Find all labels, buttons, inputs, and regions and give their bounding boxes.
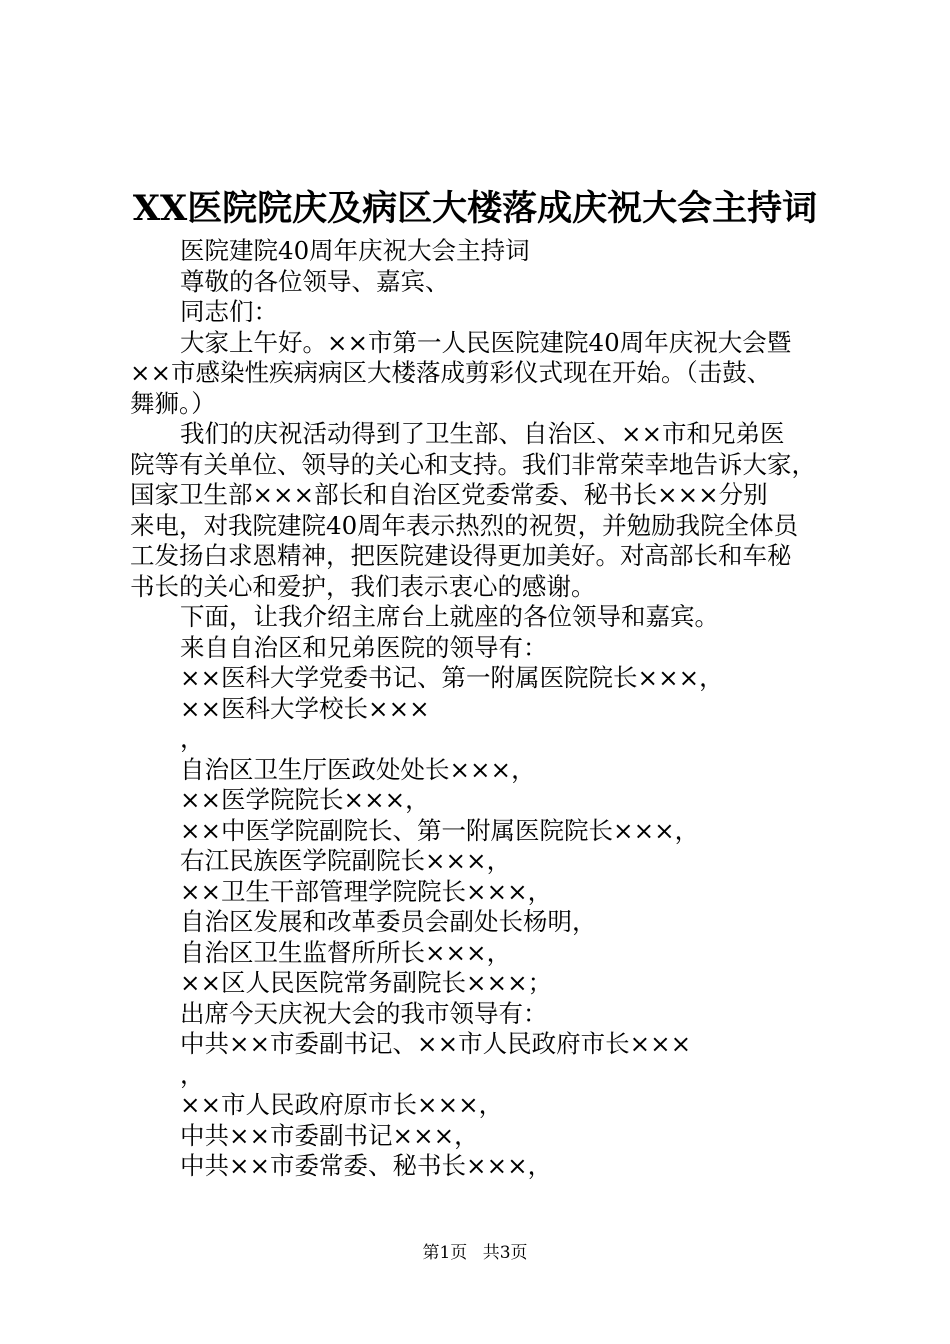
list-item: 右江民族医学院副院长×××， — [180, 846, 512, 875]
subtitle-line: 医院建院40周年庆祝大会主持词 — [180, 236, 530, 265]
paragraph-line: 来电，对我院建院40周年表示热烈的祝贺，并勉励我院全体员 — [130, 510, 799, 540]
list-item: ××卫生干部管理学院院长×××， — [180, 876, 553, 906]
list-item: ××区人民医院常务副院长×××； — [180, 968, 553, 997]
paragraph-line: 书长的关心和爱护，我们表示衷心的感谢。 — [130, 571, 596, 601]
list-item: ××医学院院长×××， — [180, 785, 430, 814]
list-item: 自治区卫生监督所所长×××， — [180, 937, 512, 967]
list-item: ××中医学院副院长、第一附属医院院长×××， — [180, 815, 700, 845]
list-item: ××医科大学校长××× — [180, 693, 430, 723]
document-title: XX医院院庆及病区大楼落成庆祝大会主持词 — [132, 188, 818, 229]
paragraph-line: 院等有关单位、领导的关心和支持。我们非常荣幸地告诉大家， — [130, 449, 816, 479]
page-total: 共3页 — [482, 1243, 528, 1263]
paragraph-line: 大家上午好。××市第一人民医院建院40周年庆祝大会暨 — [180, 327, 792, 357]
list-item: 中共××市委副书记、××市人民政府市长××× — [180, 1029, 692, 1058]
paragraph-line: 下面，让我介绍主席台上就座的各位领导和嘉宾。 — [180, 602, 719, 631]
paragraph-line: 舞狮。） — [130, 388, 216, 418]
greeting-line: 同志们： — [180, 297, 278, 326]
paragraph-line: ××市感染性疾病病区大楼落成剪彩仪式现在开始。（击鼓、 — [130, 358, 772, 387]
list-item: ， — [180, 724, 205, 753]
page-footer — [0, 1242, 950, 1264]
document-body — [130, 236, 830, 1182]
greeting-line: 尊敬的各位领导、嘉宾、 — [180, 266, 450, 296]
paragraph-line: 我们的庆祝活动得到了卫生部、自治区、××市和兄弟医 — [180, 419, 785, 448]
list-item: 中共××市委常委、秘书长×××， — [180, 1151, 553, 1180]
list-heading: 来自自治区和兄弟医院的领导有： — [180, 632, 548, 662]
paragraph-line: 国家卫生部×××部长和自治区党委常委、秘书长×××分别 — [130, 480, 768, 509]
page-number: 第1页 — [422, 1243, 468, 1263]
list-heading: 出席今天庆祝大会的我市领导有： — [180, 998, 548, 1028]
paragraph-line: 工发扬白求恩精神，把医院建设得更加美好。对高部长和车秘 — [130, 541, 792, 570]
list-item: 中共××市委副书记×××， — [180, 1120, 479, 1150]
list-item: ××市人民政府原市长×××， — [180, 1090, 504, 1119]
list-item: ××医科大学党委书记、第一附属医院院长×××， — [180, 663, 724, 692]
list-item: 自治区发展和改革委员会副处长杨明， — [180, 907, 597, 936]
list-item: ， — [180, 1059, 205, 1089]
list-item: 自治区卫生厅医政处处长×××， — [180, 754, 536, 784]
